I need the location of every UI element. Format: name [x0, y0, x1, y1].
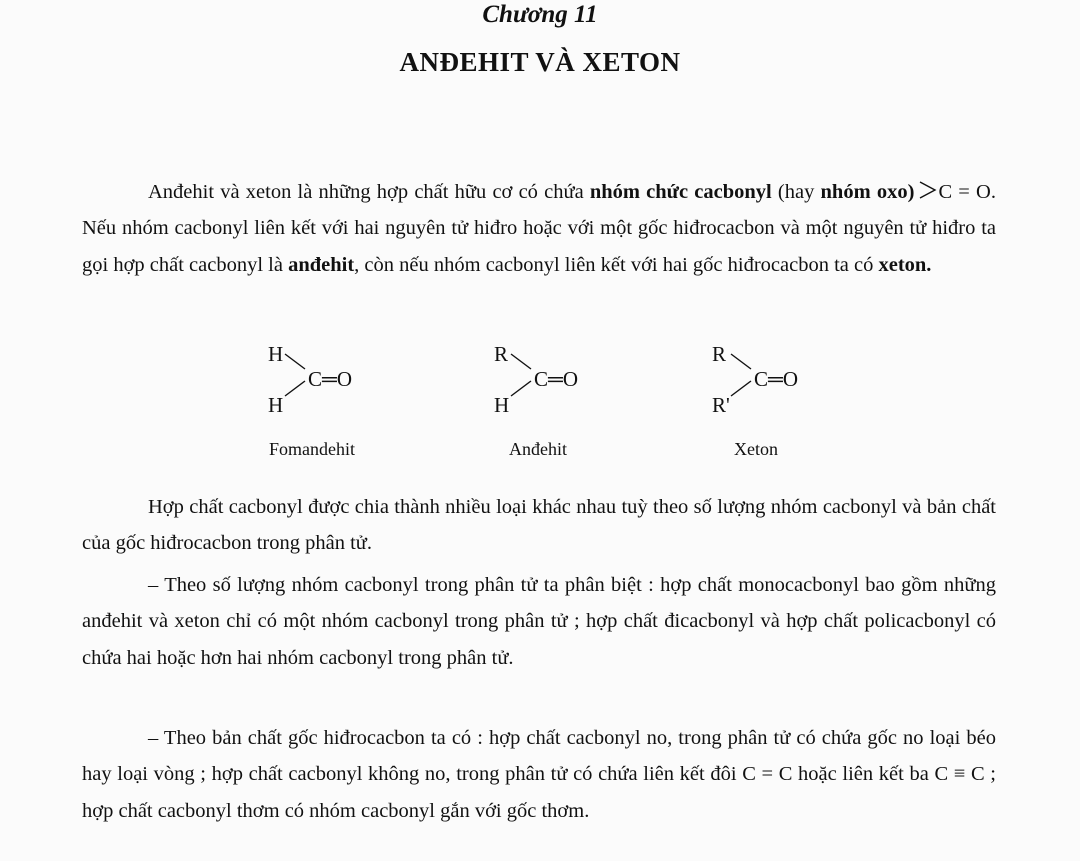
substituent-bottom: R' — [712, 393, 730, 417]
term-oxo-group: nhóm oxo) — [820, 181, 915, 203]
classification-by-radical: – Theo bản chất gốc hiđrocacbon ta có : hợp chất cacbonyl no, trong phân tử có chứa gốc no loại béo hay loại vòng ; hợp chất cacbonyl không no, trong phân tử có chứa liên kết đôi C = C hoặc liên kết ba C ≡ C ; hợp chất cacbonyl thơm có nhóm cacbonyl gắn với gốc thơm. — [82, 727, 996, 822]
term-carbonyl-group: nhóm chức cacbonyl — [589, 181, 772, 203]
intro-text-1: Anđehit và xeton là những hợp chất hữu cơ có chứa — [148, 181, 590, 203]
substituent-bottom: H — [494, 393, 510, 417]
carbonyl-group-label: C═O — [534, 367, 579, 391]
structure-name: Anđehit — [509, 439, 567, 459]
carbonyl-bond-symbol — [918, 179, 938, 201]
intro-text-2: (hay — [771, 181, 821, 203]
structure-andehit — [492, 330, 652, 470]
classification-by-count: – Theo số lượng nhóm cacbonyl trong phân tử ta phân biệt : hợp chất monocacbonyl bao gồm những anđehit và xeton chỉ có một nhóm cacbonyl trong phân tử ; hợp chất đicacbonyl và hợp chất policacbonyl có chứa hai hoặc hơn hai nhóm cacbonyl trong phân tử. — [82, 574, 996, 669]
chapter-title: ANĐEHIT VÀ XETON — [399, 47, 681, 77]
classification-paragraph: Hợp chất cacbonyl được chia thành nhiều loại khác nhau tuỳ theo số lượng nhóm cacbonyl và bản chất của gốc hiđrocacbon trong phân tử. — [82, 496, 996, 555]
structure-xeton — [710, 330, 870, 470]
term-xeton: xeton. — [878, 253, 932, 276]
substituent-bottom: H — [268, 393, 284, 417]
carbonyl-formula: C = O — [938, 181, 991, 203]
structure-fomandehit — [266, 330, 426, 470]
chapter-heading: Chương 11 — [482, 1, 598, 28]
substituent-top: H — [268, 342, 284, 366]
structure-name: Fomandehit — [269, 439, 355, 459]
structure-formulas — [0, 330, 1080, 470]
term-andehit: anđehit — [288, 253, 355, 276]
carbonyl-group-label: C═O — [308, 367, 353, 391]
intro-paragraph — [82, 174, 996, 283]
intro-text-4: , còn nếu nhóm cacbonyl liên kết với hai gốc hiđrocacbon ta có — [354, 253, 879, 276]
substituent-top: R — [712, 342, 727, 366]
substituent-top: R — [494, 342, 509, 366]
intro-text-3: . Nếu nhóm cacbonyl liên kết với hai nguyên tử hiđro hoặc với một gốc hiđrocacbon và một nguyên tử hiđro ta gọi hợp chất cacbonyl là — [82, 181, 996, 276]
structure-name: Xeton — [734, 439, 778, 459]
carbonyl-group-label: C═O — [754, 367, 799, 391]
